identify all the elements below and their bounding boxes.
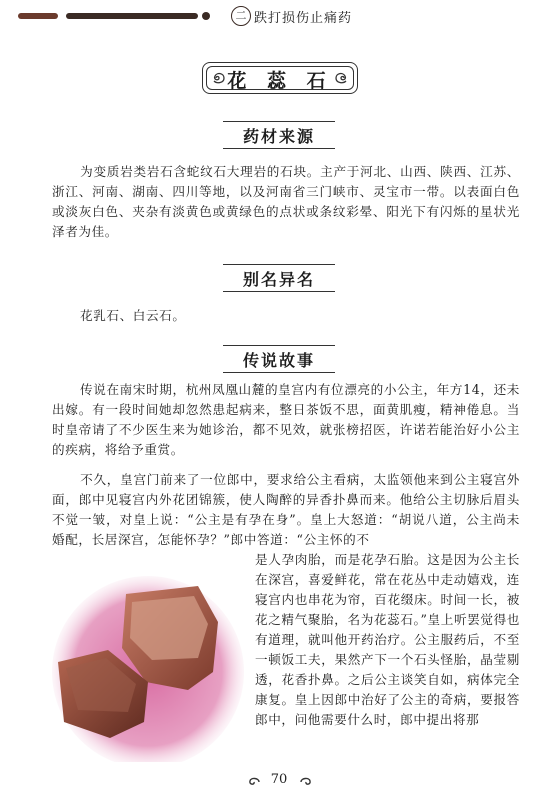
alias-paragraph <box>52 306 520 326</box>
running-header <box>0 0 558 40</box>
herb-title: 花 蕊 石 <box>227 70 333 92</box>
header-dot <box>202 12 210 20</box>
heading-rule-top <box>223 345 335 346</box>
heading-label: 药材来源 <box>242 127 315 146</box>
legend-paragraph-1 <box>52 380 520 460</box>
swirl-ornament-right-icon <box>300 776 314 788</box>
flower-stone-photo <box>48 562 248 762</box>
heading-rule-bottom <box>223 148 335 149</box>
section-heading-alias <box>0 262 558 292</box>
source-text: 为变质岩类岩石含蛇纹石大理岩的石块。主产于河北、山西、陕西、江苏、浙江、河南、湖南、四川等地，以及河南省三门峡市、灵宝市一带。以表面白色或淡灰白色、夹杂有淡黄色或黄绿色的点状或条纹彩晕、阳光下有闪烁的星状光泽者为佳。 <box>52 164 520 239</box>
heading-label: 传说故事 <box>242 351 315 370</box>
chapter-number-badge: 二 <box>231 6 251 26</box>
page-number: 70 <box>270 772 288 787</box>
herb-title-box <box>202 62 358 94</box>
alias-text: 花乳石、白云石。 <box>80 308 186 323</box>
chapter-title: 跌打损伤止痛药 <box>254 11 353 26</box>
heading-rule-bottom <box>223 291 335 292</box>
legend-paragraph-2 <box>52 470 520 550</box>
heading-rule-top <box>223 121 335 122</box>
heading-label: 别名异名 <box>242 270 315 289</box>
header-bar-middle <box>66 13 198 19</box>
section-heading-legend <box>0 343 558 373</box>
section-heading-source <box>0 119 558 149</box>
heading-rule-top <box>223 264 335 265</box>
page-footer <box>0 772 558 796</box>
header-bar-left <box>18 13 58 19</box>
legend-paragraph-2-continued: 是人孕肉胎，而是花孕石胎。这是因为公主长在深宫，喜爱鲜花，常在花丛中走动嬉戏，连寝宫内也串花为帘，百花缀床。时间一长，被花之精气聚胎，名为花蕊石。”皇上听罢觉得也有道理，就叫他开药治疗。公主服药后，不至一顿饭工夫，果然产下一个石头怪胎，晶莹剔透，花香扑鼻。之后公主谈笑自如，病体完全康复。皇上因郎中治好了公主的奇病，要报答郎中，问他需要什么时，郎中提出将那 <box>255 552 520 727</box>
legend-text-1: 传说在南宋时期，杭州凤凰山麓的皇宫内有位漂亮的小公主，年方14，还未出嫁。有一段时间她却忽然患起病来，整日茶饭不思，面黄肌瘦，精神倦息。当时皇帝请了不少医生来为她诊治，都不见效，就张榜招医，许诺若能治好小公主的疾病，将给予重赏。 <box>52 382 520 457</box>
heading-rule-bottom <box>223 372 335 373</box>
source-paragraph <box>52 162 520 242</box>
legend-text-2: 不久，皇宫门前来了一位郎中，要求给公主看病，太监领他来到公主寝宫外面，郎中见寝宫内外花团锦簇，使人陶醉的异香扑鼻而来。他给公主切脉后眉头不觉一皱，对皇上说：“公主是有孕在身”。皇上大怒道：“胡说八道，公主尚未婚配，长居深宫，怎能怀孕？”郎中答道：“公主怀的不 <box>52 472 520 547</box>
